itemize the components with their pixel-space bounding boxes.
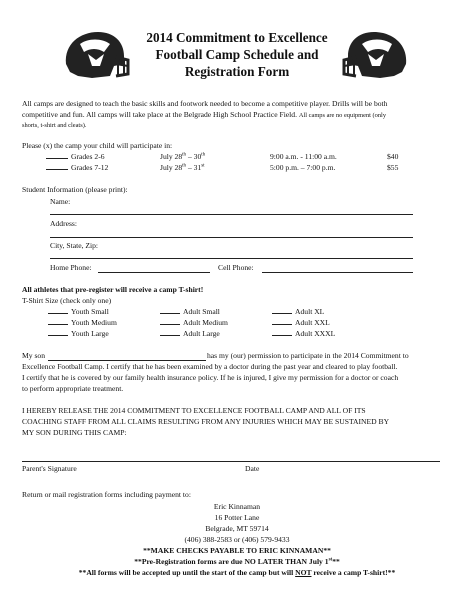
tshirt-option-adult-small[interactable]: Adult Small (160, 307, 220, 318)
mail-phone: (406) 388-2583 or (406) 579-9433 (184, 535, 290, 544)
camp-grade-label: Grades 7-12 (71, 163, 109, 172)
tshirt-option-youth-large[interactable]: Youth Large (48, 329, 109, 340)
permission-line-2: Excellence Football Camp. I certify that he has been examined by a doctor during the past year and cleared to play football. (22, 362, 398, 371)
tshirt-option-adult-large[interactable]: Adult Large (160, 329, 220, 340)
permission-line-1: has my (our) permission to participate in the 2014 Commitment to (207, 351, 409, 360)
tshirt-option-adult-xl[interactable]: Adult XL (272, 307, 324, 318)
cell-phone-label: Cell Phone: (218, 263, 254, 272)
camp-select-prompt: Please (x) the camp your child will participate in: (22, 141, 173, 150)
camp-time: 9:00 a.m. - 11:00 a.m. (270, 152, 337, 161)
camp-checkbox-grades-7-12[interactable] (46, 163, 108, 174)
intro-line-2 (22, 110, 386, 122)
checks-payable-note: **MAKE CHECKS PAYABLE TO ERIC KINNAMAN** (143, 546, 331, 555)
signature-field[interactable] (22, 461, 440, 462)
form-title-line-3: Registration Form (184, 64, 290, 79)
intro-line-3: shorts, t-shirt and cleats). (22, 122, 87, 129)
signature-date-label: Date (245, 464, 260, 473)
student-city-label: City, State, Zip: (50, 241, 99, 250)
permission-line-3: I certify that he is covered by our family health insurance policy. If he is injured, I give my permission for a doctor or coach (22, 373, 399, 382)
tshirt-option-adult-medium[interactable]: Adult Medium (160, 318, 228, 329)
camp-time: 5:00 p.m. – 7:00 p.m. (270, 163, 336, 172)
intro-equipment-note: All camps are no equipment (only (298, 112, 387, 119)
mail-street: 16 Potter Lane (214, 513, 260, 522)
camp-dates: July 28th – 31st (160, 163, 205, 172)
tshirt-notice: All athletes that pre-register will receive a camp T-shirt! (22, 285, 204, 294)
tshirt-size-label: T-Shirt Size (check only one) (22, 296, 112, 305)
release-line-3: MY SON DURING THIS CAMP: (22, 428, 127, 437)
release-line-2: COACHING STAFF FROM ALL CLAIMS RESULTING FROM ANY INJURIES WHICH MAY BE SUSTAINED BY (22, 417, 390, 426)
son-name-field[interactable] (48, 360, 206, 361)
home-phone-label: Home Phone: (50, 263, 92, 272)
tshirt-option-youth-medium[interactable]: Youth Medium (48, 318, 117, 329)
late-registration-note: **All forms will be accepted up until the start of the camp but will NOT receive a camp T-shirt!** (78, 568, 396, 577)
permission-my-son: My son (22, 351, 45, 360)
camp-price: $55 (387, 163, 399, 172)
tshirt-option-adult-xxl[interactable]: Adult XXL (272, 318, 330, 329)
student-name-field[interactable] (50, 214, 413, 215)
release-line-1: I HEREBY RELEASE THE 2014 COMMITMENT TO EXCELLENCE FOOTBALL CAMP AND ALL OF ITS (22, 406, 366, 415)
tshirt-option-adult-xxxl[interactable]: Adult XXXL (272, 329, 335, 340)
tshirt-option-youth-small[interactable]: Youth Small (48, 307, 109, 318)
form-title-line-2: Football Camp Schedule and (155, 47, 319, 62)
cell-phone-field[interactable] (262, 272, 413, 273)
student-address-label: Address: (50, 219, 77, 228)
pre-registration-deadline-note: **Pre-Registration forms are due NO LATER THAN July 1st** (134, 557, 340, 566)
mail-prompt: Return or mail registration forms including payment to: (22, 490, 191, 499)
camp-dates: July 28th – 30th (160, 152, 206, 161)
student-name-label: Name: (50, 197, 71, 206)
intro-line-1: All camps are designed to teach the basic skills and footwork needed to become a competitive player. Drills will be both (22, 99, 388, 108)
form-title-line-1: 2014 Commitment to Excellence (146, 30, 328, 45)
student-info-heading: Student Information (please print): (22, 185, 128, 194)
intro-line-2-text: competitive and fun. All camps will take place at the Belgrade High School Practice Field. (22, 110, 297, 119)
student-address-field[interactable] (50, 237, 413, 238)
mail-city: Belgrade, MT 59714 (205, 524, 269, 533)
permission-line-4: to perform appropriate treatment. (22, 384, 124, 393)
camp-price: $40 (387, 152, 399, 161)
camp-checkbox-grades-2-6[interactable] (46, 152, 105, 163)
parent-signature-label: Parent's Signature (22, 464, 77, 473)
student-city-field[interactable] (50, 258, 413, 259)
home-phone-field[interactable] (98, 272, 210, 273)
mail-contact-name: Eric Kinnaman (213, 502, 261, 511)
camp-grade-label: Grades 2-6 (71, 152, 105, 161)
